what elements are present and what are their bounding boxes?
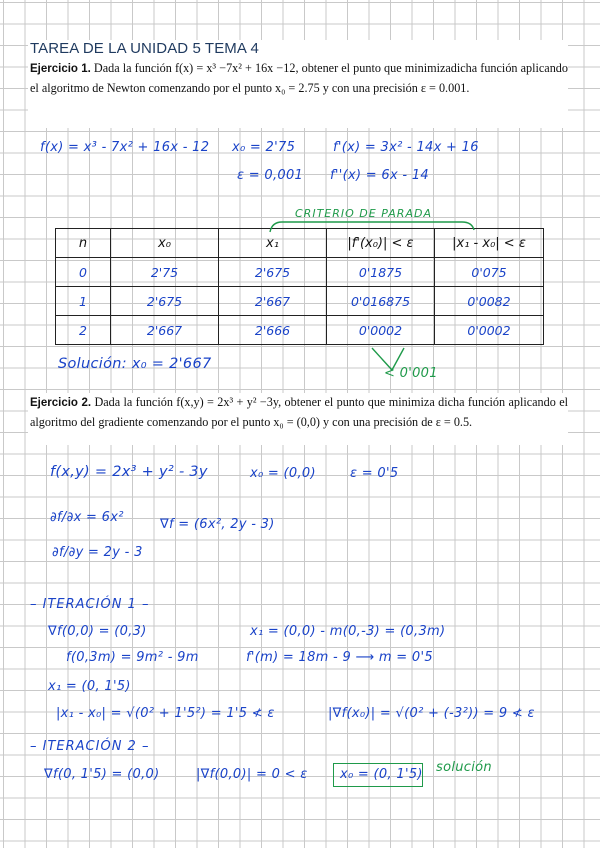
- table-cell: 2: [56, 316, 111, 345]
- page-title: TAREA DE LA UNIDAD 5 TEMA 4: [30, 40, 259, 57]
- iter2-solution-word: solución: [436, 760, 492, 775]
- ex2-dfdx: ∂f/∂x = 6x²: [50, 510, 124, 525]
- table-cell: 0'075: [435, 258, 544, 287]
- table-cell: 0'0082: [435, 287, 544, 316]
- iter2-answer: x₀ = (0, 1'5): [340, 767, 423, 782]
- table-cell: 0'016875: [327, 287, 435, 316]
- iter1-grad-eval: ∇f(0,0) = (0,3): [48, 624, 147, 639]
- table-cell: 2'666: [219, 316, 327, 345]
- col-header-n: n: [56, 229, 111, 258]
- stop-criterion-bracket: [270, 222, 474, 232]
- exercise2-text: Dada la función f(x,y) = 2x³ + y² −3y, obtener el punto que minimiza dicha función aplicando el algoritmo del gradiente comenzando por el punto x₀ = (0,0) y con una precisión de ε = 0.5.: [30, 395, 569, 429]
- table-cell: 2'75: [111, 258, 219, 287]
- table-cell: 2'675: [111, 287, 219, 316]
- table-cell: 0'0002: [435, 316, 544, 345]
- col-header-fprime: |f'(x₀)| < ε: [327, 229, 435, 258]
- stop-criterion-label: CRITERIO DE PARADA: [295, 207, 432, 220]
- ex2-function: f(x,y) = 2x³ + y² - 3y: [50, 464, 208, 480]
- ex1-solution: Solución: x₀ = 2'667: [58, 356, 212, 372]
- table-cell: 0: [56, 258, 111, 287]
- iter1-x1-expression: x₁ = (0,0) - m(0,-3) = (0,3m): [250, 624, 446, 639]
- ex1-eps: ε = 0,001: [237, 168, 304, 183]
- exercise1-label: Ejercicio 1.: [30, 63, 91, 75]
- ex1-threshold-note: < 0'001: [384, 366, 438, 381]
- ex2-gradient: ∇f = (6x², 2y - 3): [160, 517, 275, 532]
- threshold-arrow: [372, 348, 404, 370]
- ex2-x0: x₀ = (0,0): [250, 466, 316, 481]
- iter2-gradient-norm: |∇f(0,0)| = 0 < ε: [196, 767, 308, 782]
- iteration1-title: – ITERACIÓN 1 –: [30, 597, 150, 612]
- iter1-gradient-norm: |∇f(x₀)| = √(0² + (-3²)) = 9 ≮ ε: [328, 706, 535, 721]
- iter1-fprime: f'(m) = 18m - 9 ⟶ m = 0'5: [246, 650, 433, 665]
- iteration2-title: – ITERACIÓN 2 –: [30, 739, 150, 754]
- table-cell: 2'667: [219, 287, 327, 316]
- ex2-dfdy: ∂f/∂y = 2y - 3: [52, 545, 143, 560]
- ex1-deriv1: f'(x) = 3x² - 14x + 16: [333, 140, 479, 155]
- table-cell: 0'1875: [327, 258, 435, 287]
- table-cell: 1: [56, 287, 111, 316]
- col-header-diff: |x₁ - x₀| < ε: [435, 229, 544, 258]
- exercise2-label: Ejercicio 2.: [30, 397, 92, 409]
- table-cell: 0'0002: [327, 316, 435, 345]
- iter1-x1: x₁ = (0, 1'5): [48, 679, 131, 694]
- iter1-distance: |x₁ - x₀| = √(0² + 1'5²) = 1'5 ≮ ε: [56, 706, 275, 721]
- iter2-grad-eval: ∇f(0, 1'5) = (0,0): [44, 767, 160, 782]
- ex1-deriv2: f''(x) = 6x - 14: [330, 168, 429, 183]
- ex1-x0: x₀ = 2'75: [232, 140, 296, 155]
- iter1-f-eval: f(0,3m) = 9m² - 9m: [66, 650, 199, 665]
- col-header-x1: x₁: [219, 229, 327, 258]
- col-header-x0: x₀: [111, 229, 219, 258]
- exercise1-text: Dada la función f(x) = x³ −7x² + 16x −12, obtener el punto que minimizadicha función aplicando el algoritmo de Newton comenzando por el punto x₀ = 2.75 y con una precisión ε = 0.001.: [30, 61, 568, 95]
- ex1-function: f(x) = x³ - 7x² + 16x - 12: [40, 140, 210, 155]
- table-cell: 2'667: [111, 316, 219, 345]
- table-cell: 2'675: [219, 258, 327, 287]
- ex2-eps: ε = 0'5: [350, 466, 399, 481]
